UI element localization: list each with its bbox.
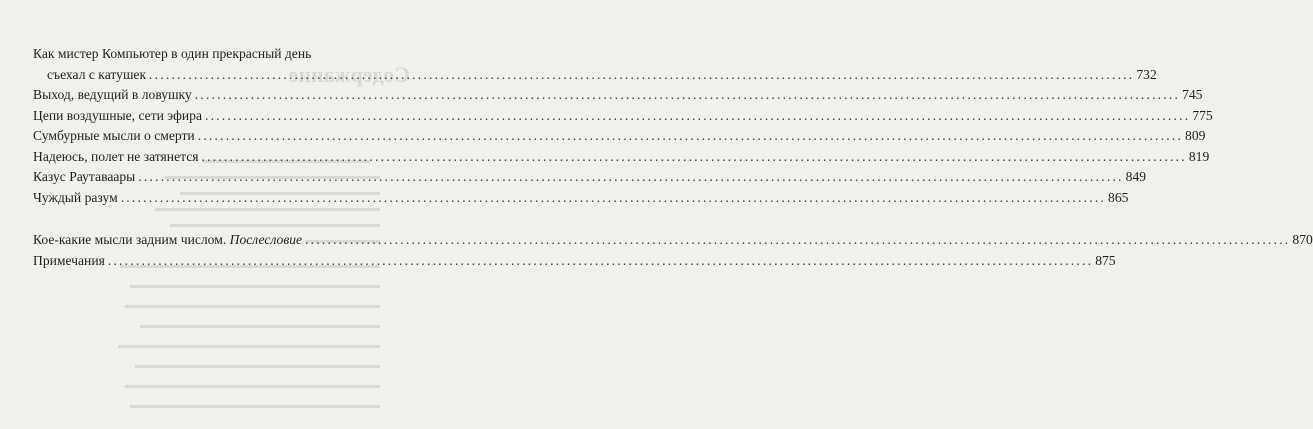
dot-leader	[198, 126, 1183, 147]
bleed-heading: Содержание	[288, 62, 410, 87]
bleed-line	[125, 305, 380, 308]
toc-entry-page: 745	[1180, 85, 1202, 106]
toc-entry-page: 732	[1134, 65, 1156, 86]
bleed-line	[130, 405, 380, 408]
dot-leader	[108, 251, 1093, 272]
toc-entry-title: Цепи воздушные, сети эфира	[33, 106, 205, 127]
toc-entry	[33, 147, 1210, 168]
toc-entry	[33, 167, 1147, 188]
toc-entry-page: 870	[1290, 230, 1312, 251]
toc-entry-title: Кое-какие мысли задним числом.	[33, 232, 227, 247]
toc-entry-title: Примечания	[33, 251, 108, 272]
bleed-line	[118, 345, 380, 348]
toc-entry-notes	[33, 251, 1116, 272]
toc-entry-page: 865	[1106, 188, 1128, 209]
toc-entry-page: 819	[1187, 147, 1209, 168]
toc-entry-title: Надеюсь, полет не затянется	[33, 147, 202, 168]
toc-entry-title: Казус Раутаваары	[33, 167, 138, 188]
dot-leader	[138, 167, 1123, 188]
dot-leader	[149, 65, 1134, 86]
dot-leader	[121, 188, 1106, 209]
toc-entry-page: 875	[1093, 251, 1115, 272]
dot-leader	[202, 147, 1187, 168]
table-of-contents	[33, 44, 1313, 271]
toc-entry-afterword	[33, 230, 1313, 251]
bleed-line	[140, 325, 380, 328]
bleed-line	[130, 285, 380, 288]
dot-leader	[305, 230, 1290, 251]
bleed-line	[135, 365, 380, 368]
toc-entry	[33, 85, 1203, 106]
toc-entry-title-line1: Как мистер Компьютер в один прекрасный день	[33, 46, 312, 61]
toc-entry-title-italic: Послесловие	[229, 232, 303, 247]
bleed-line	[125, 385, 380, 388]
toc-entry-title: Выход, ведущий в ловушку	[33, 85, 195, 106]
toc-entry-page: 775	[1190, 106, 1212, 127]
toc-entry-page: 849	[1124, 167, 1146, 188]
toc-entry	[33, 65, 1157, 86]
toc-entry-page: 809	[1183, 126, 1205, 147]
dot-leader	[195, 85, 1180, 106]
toc-entry	[33, 126, 1206, 147]
toc-entry-title: Чуждый разум	[33, 188, 121, 209]
toc-entry	[33, 188, 1129, 209]
toc-entry	[33, 106, 1213, 127]
toc-entry-title: съехал с катушек	[47, 65, 149, 86]
dot-leader	[205, 106, 1190, 127]
toc-entry-title: Сумбурные мысли о смерти	[33, 126, 198, 147]
